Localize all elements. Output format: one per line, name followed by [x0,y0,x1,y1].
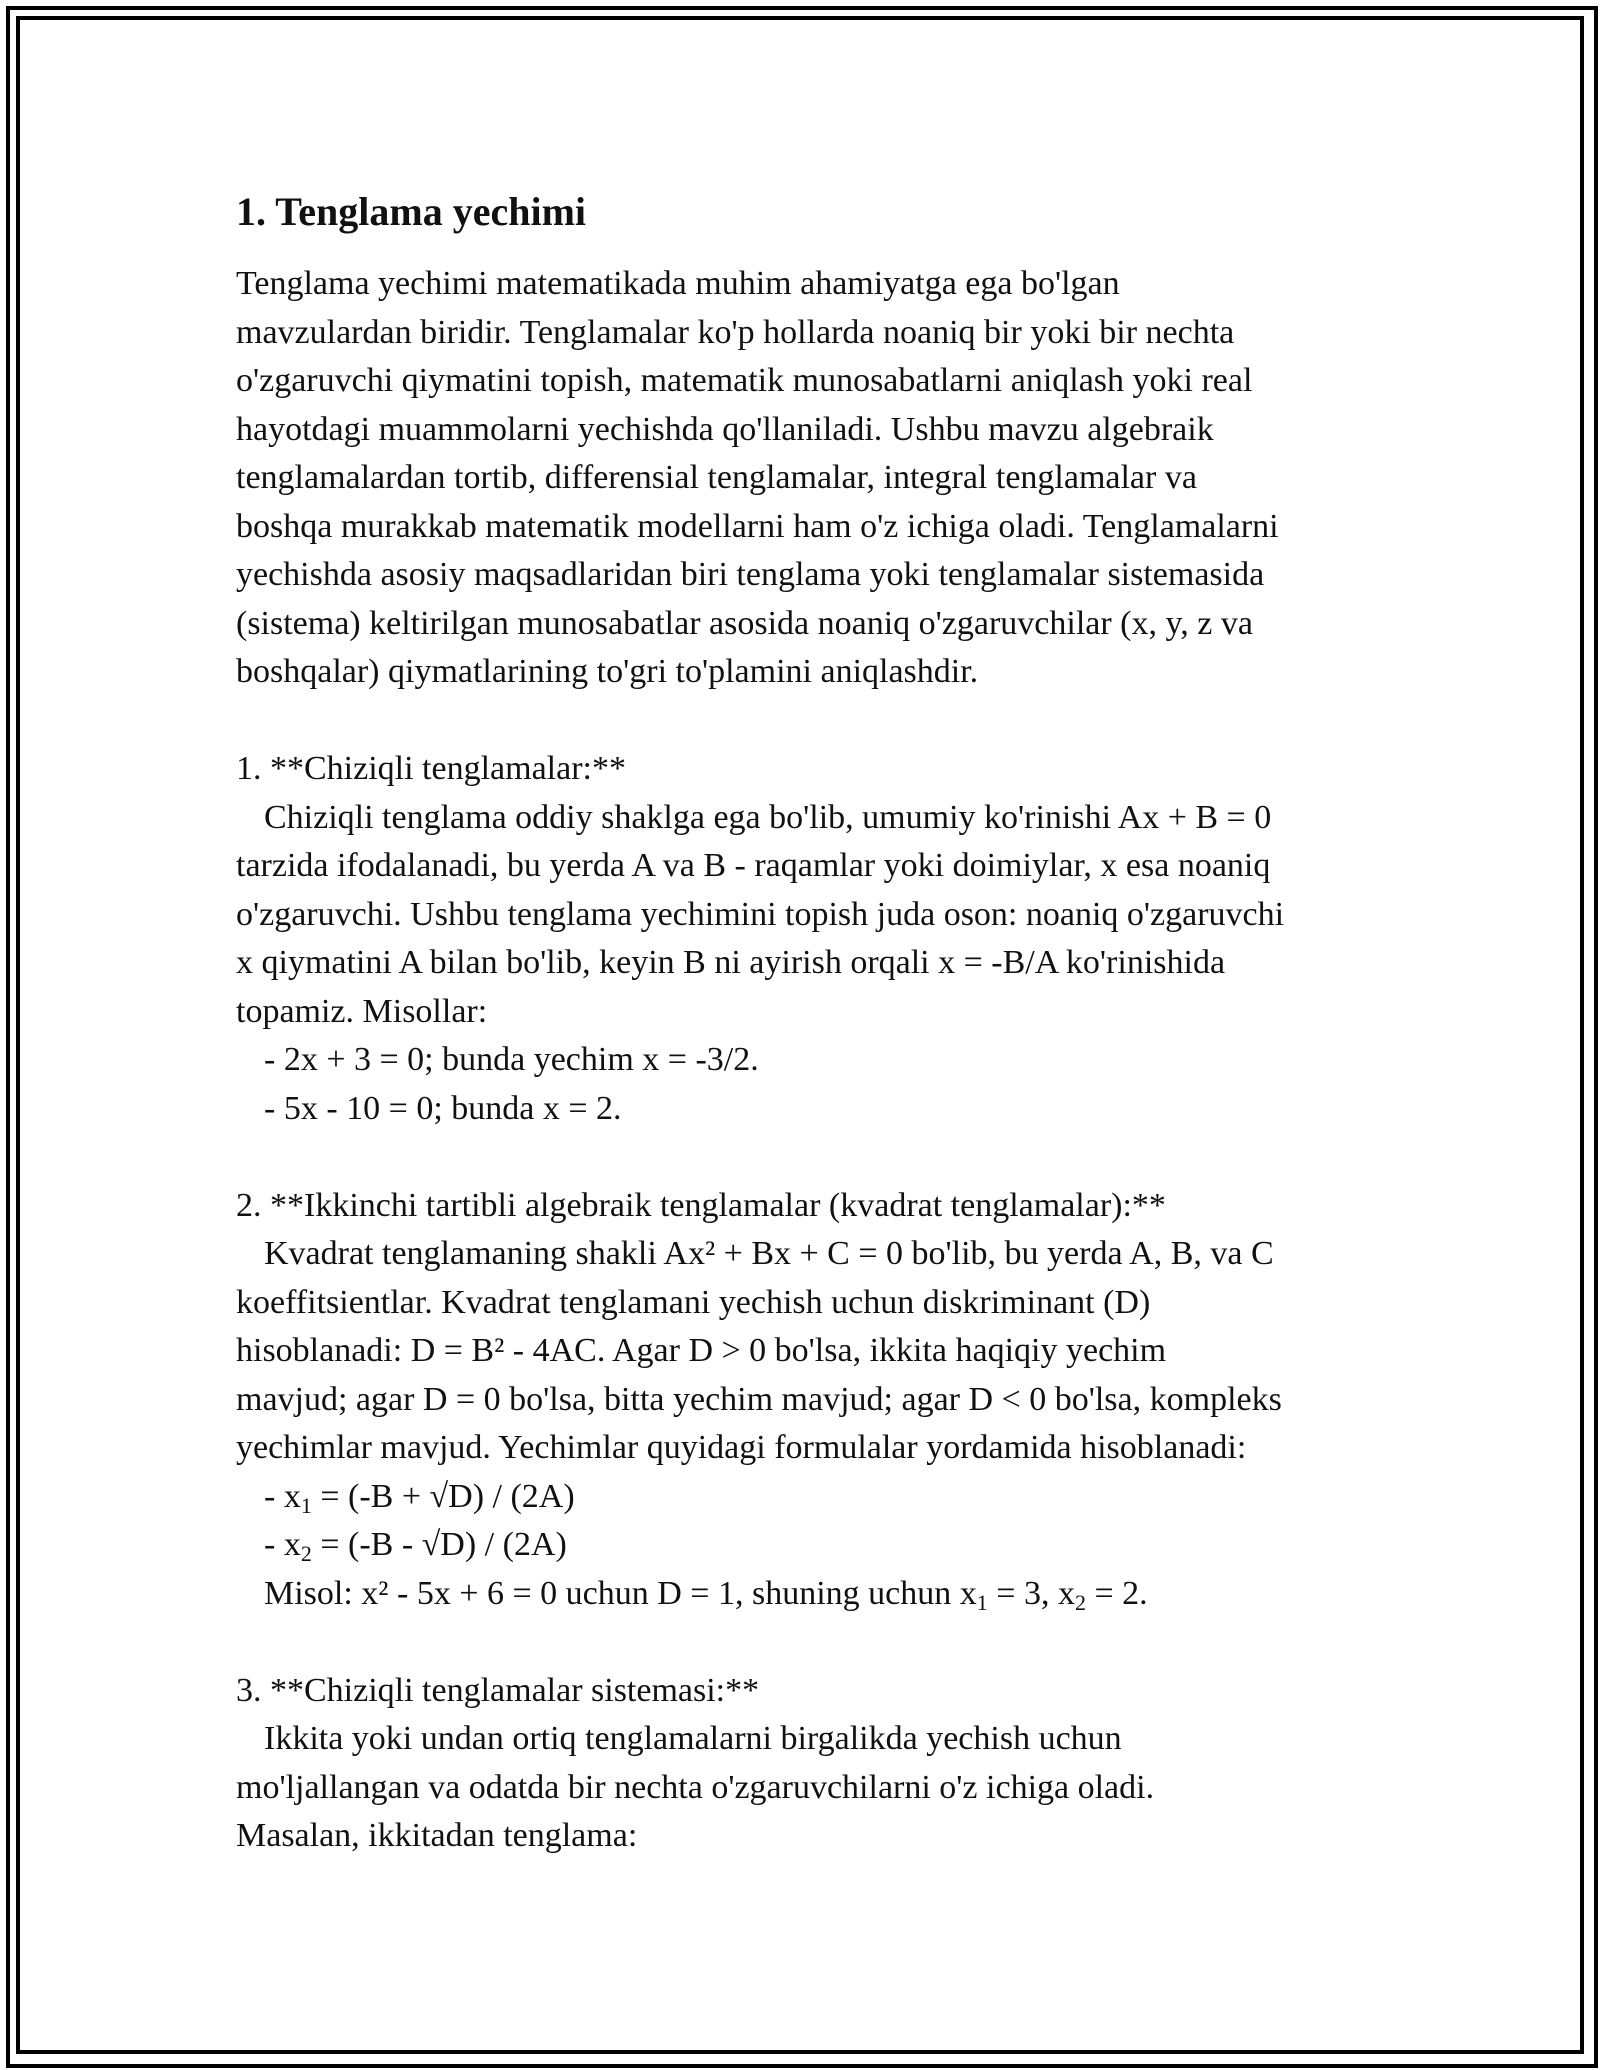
subscript: 1 [300,1492,312,1518]
example-text: = 2. [1085,1574,1148,1612]
section-line: topamiz. Misollar: [236,992,488,1030]
example-line: - 5x - 10 = 0; bunda x = 2. [264,1089,622,1127]
section-line: mavjud; agar D = 0 bo'lsa, bitta yechim mavjud; agar D < 0 bo'lsa, kompleks [236,1380,1282,1418]
spacer [236,1618,1376,1667]
document-body [236,186,1376,1861]
section-line: koeffitsientlar. Kvadrat tenglamani yechish uchun diskriminant (D) [236,1283,1151,1321]
section-linear-equations [236,745,1376,1133]
section-line: Masalan, ikkitadan tenglama: [236,1817,638,1854]
intro-line: (sistema) keltirilgan munosabatlar asosida noaniq o'zgaruvchilar (x, y, z va [236,604,1253,642]
intro-line: mavzulardan biridir. Tenglamalar ko'p hollarda noaniq bir yoki bir nechta [236,313,1235,351]
section-quadratic-equations [236,1182,1376,1619]
intro-line: hayotdagi muammolarni yechishda qo'llaniladi. Ushbu mavzu algebraik [236,410,1214,448]
subscript: 2 [1074,1589,1086,1615]
formula-prefix: - x [264,1526,301,1563]
subscript: 1 [976,1589,988,1615]
section-heading: 3. **Chiziqli tenglamalar sistemasi:** [236,1671,760,1709]
intro-line: Tenglama yechimi matematikada muhim ahamiyatga ega bo'lgan [236,265,1120,302]
document-title: 1. Tenglama yechimi [236,189,587,234]
spacer [236,697,1376,746]
section-line: Chiziqli tenglama oddiy shaklga ega bo'lib, umumiy ko'rinishi Ax + B = 0 [264,798,1272,836]
section-line: yechimlar mavjud. Yechimlar quyidagi formulalar yordamida hisoblanadi: [236,1429,1247,1466]
intro-line: tenglamalardan tortib, differensial tenglamalar, integral tenglamalar va [236,459,1197,496]
intro-paragraph [236,260,1376,697]
intro-line: yechishda asosiy maqsadlaridan biri tenglama yoki tenglamalar sistemasida [236,556,1265,593]
formula-prefix: - x [264,1477,301,1515]
intro-line: boshqa murakkab matematik modellarni ham o'z ichiga oladi. Tenglamalarni [236,507,1279,545]
example-line [236,1570,1376,1619]
section-line: hisoblanadi: D = B² - 4AC. Agar D > 0 bo'lsa, ikkita haqiqiy yechim [236,1332,1167,1369]
spacer [236,1133,1376,1182]
intro-line: o'zgaruvchi qiymatini topish, matematik munosabatlarni aniqlash yoki real [236,362,1253,399]
formula-line [236,1473,1376,1522]
example-line: - 2x + 3 = 0; bunda yechim x = -3/2. [264,1041,759,1078]
subscript: 2 [300,1541,312,1566]
section-line: tarzida ifodalanadi, bu yerda A va B - raqamlar yoki doimiylar, x esa noaniq [236,847,1271,884]
formula-rest: = (-B - √D) / (2A) [311,1526,567,1563]
example-text: Misol: x² - 5x + 6 = 0 uchun D = 1, shuning uchun x [264,1574,977,1612]
section-line: Ikkita yoki undan ortiq tenglamalarni birgalikda yechish uchun [264,1720,1122,1757]
formula-line [236,1521,1376,1570]
section-linear-systems [236,1667,1376,1861]
section-line: Kvadrat tenglamaning shakli Ax² + Bx + C = 0 bo'lib, bu yerda A, B, va C [264,1235,1274,1272]
section-line: mo'ljallangan va odatda bir nechta o'zgaruvchilarni o'z ichiga oladi. [236,1768,1155,1806]
intro-line: boshqalar) qiymatlarining to'gri to'plamini aniqlashdir. [236,653,979,690]
section-heading: 1. **Chiziqli tenglamalar:** [236,750,626,787]
formula-rest: = (-B + √D) / (2A) [311,1477,575,1515]
example-text: = 3, x [987,1574,1075,1612]
section-heading: 2. **Ikkinchi tartibli algebraik tenglamalar (kvadrat tenglamalar):** [236,1186,1166,1224]
section-line: x qiymatini A bilan bo'lib, keyin B ni ayirish orqali x = -B/A ko'rinishida [236,944,1226,981]
section-line: o'zgaruvchi. Ushbu tenglama yechimini topish juda oson: noaniq o'zgaruvchi [236,895,1285,933]
